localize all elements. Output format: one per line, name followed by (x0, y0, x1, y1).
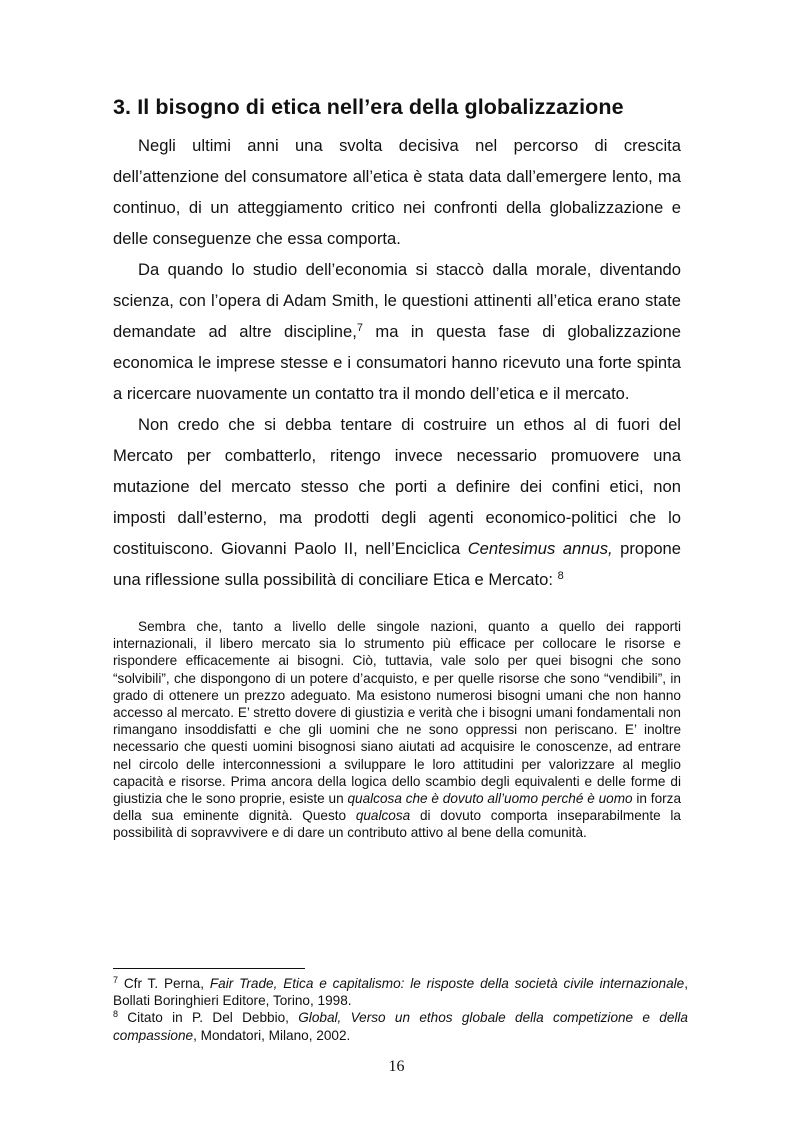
section-heading: 3. Il bisogno di etica nell’era della globalizzazione (113, 95, 624, 119)
body-text (113, 130, 681, 595)
footnote-8-before: Citato in P. Del Debbio, (118, 1010, 299, 1026)
footnote-7-after: , Bollati Boringhieri Editore, Torino, 1998. (113, 976, 688, 1009)
quote-part-1: Sembra che, tanto a livello delle singole nazioni, quanto a quello dei rapporti internazionali, il libero mercato sia lo strumento più efficace per collocare le risorse e rispondere efficacemente ai bisogni. Ciò, tuttavia, vale solo per quei bisogni che sono “solvibili”, che dispongono di un potere d’acquisto, e per quelle risorse che sono “vendibili”, in grado di ottenere un prezzo adeguato. Ma esistono numerosi bisogni umani che non hanno accesso al mercato. E’ stretto dovere di giustizia e verità che i bisogni umani fondamentali non rimangano insoddisfatti e che gli uomini che ne sono oppressi non periscano. E’ inoltre necessario che questi uomini bisognosi siano aiutati ad acquisire le conoscenze, ad entrare nel circolo delle interconnessioni a sviluppare le loro attitudini per valorizzare al meglio capacità e risorse. Prima ancora della logica dello scambio degli equivalenti e delle forme di giustizia che le sono proprie, esiste un (113, 619, 681, 807)
quote-part-3: di dovuto comporta inseparabilmente la possibilità di sopravvivere e di dare un contributo attivo al bene della comunità. (113, 808, 681, 841)
paragraph-1 (113, 130, 681, 254)
paragraph-2 (113, 254, 681, 409)
paragraph-2-text-before-ref: Da quando lo studio dell’economia si staccò dalla morale, diventando scienza, con l’opera di Adam Smith, le questioni attinenti all’etica erano state demandate ad altre discipline, (113, 260, 681, 341)
quote-part-2: in forza della sua eminente dignità. Questo (113, 791, 682, 824)
footnote-7 (113, 975, 688, 1009)
footnote-7-before: Cfr T. Perna, (118, 976, 210, 991)
footnote-8-after: , Mondatori, Milano, 2002. (193, 1027, 351, 1043)
footnote-ref-8[interactable]: 8 (557, 570, 564, 582)
paragraph-1-text: Negli ultimi anni una svolta decisiva nel percorso di crescita dell’attenzione del consumatore all’etica è stata data dall’emergere lento, ma continuo, di un atteggiamento critico nei confronti della globalizzazione e delle conseguenze che essa comporta. (113, 136, 681, 248)
block-quote (113, 618, 681, 842)
quote-italic-2: qualcosa (355, 808, 411, 824)
footnote-7-title: Fair Trade, Etica e capitalismo: le risposte della società civile internazionale (209, 976, 685, 991)
footnote-8-title: Global, Verso un ethos globale della competizione e della compassione (113, 1010, 688, 1043)
footnote-divider (113, 968, 305, 969)
page-number: 16 (388, 1058, 405, 1075)
footnote-ref-7[interactable]: 7 (356, 322, 363, 334)
quote-italic-1: qualcosa che è dovuto all’uomo perché è uomo (347, 791, 633, 807)
footnotes (113, 975, 688, 1044)
footnote-8 (113, 1009, 688, 1043)
encyclical-title: Centesimus annus, (467, 539, 613, 558)
footnote-8-number: 8 (113, 1009, 119, 1020)
paragraph-3-text-after-title: propone una riflessione sulla possibilità di conciliare Etica e Mercato: (113, 539, 682, 589)
paragraph-3 (113, 409, 681, 595)
footnote-7-number: 7 (113, 975, 119, 985)
paragraph-3-text-before-title: Non credo che si debba tentare di costruire un ethos al di fuori del Mercato per combatterlo, ritengo invece necessario promuovere una mutazione del mercato stesso che porti a definire dei confini etici, non imposti dall’esterno, ma prodotti degli agenti economico-politici che lo costituiscono. Giovanni Paolo II, nell’Enciclica (113, 415, 681, 558)
paragraph-2-text-after-ref: ma in questa fase di globalizzazione economica le imprese stesse e i consumatori hanno ricevuto una forte spinta a ricercare nuovamente un contatto tra il mondo dell’etica e il mercato. (113, 322, 681, 403)
